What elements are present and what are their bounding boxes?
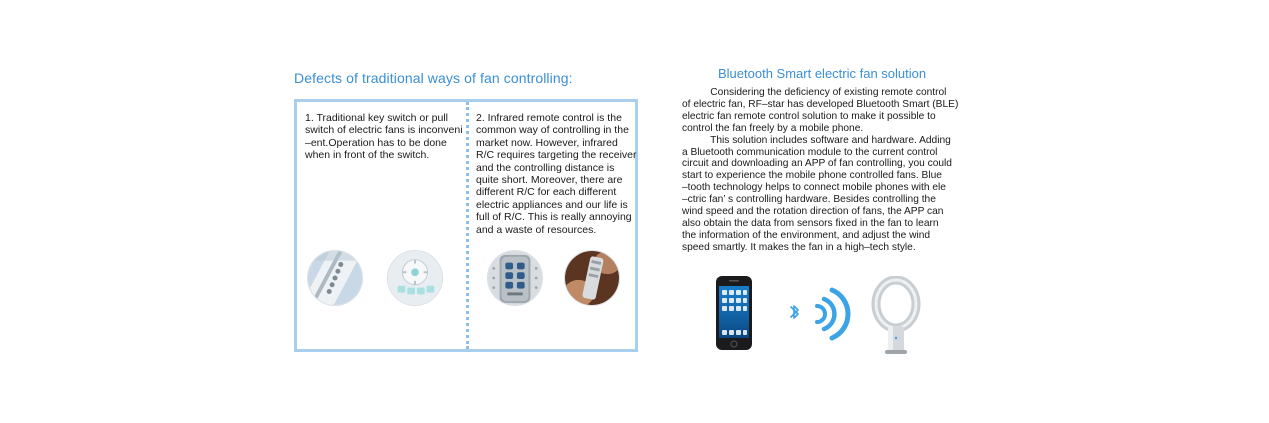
- wireless-signal-icon: [817, 290, 848, 338]
- text-line: and a waste of resources.: [476, 223, 597, 236]
- text-line: electric fan remote control solution to make it possible to: [682, 110, 936, 122]
- text-line: wind speed and the rotation direction of fans, the APP can: [682, 206, 944, 218]
- text-line: electric appliances and our life is: [476, 198, 628, 211]
- defects-box: [294, 99, 638, 352]
- text-line: common way of controlling in the: [476, 124, 629, 137]
- text-line: speed smartly. It makes the fan in a high–tech style.: [682, 241, 916, 253]
- button-panel-photo: [387, 250, 443, 306]
- ir-remote-photo: [487, 250, 543, 306]
- text-line: of electric fan, RF–star has developed Bluetooth Smart (BLE): [682, 98, 959, 110]
- bladeless-fan-icon: [876, 280, 916, 354]
- text-line: the information of the environment, and adjust the wind: [682, 229, 931, 241]
- text-line: different R/C for each different: [476, 186, 617, 199]
- text-line: Considering the deficiency of existing remote control: [682, 87, 947, 98]
- text-line: circuit and downloading an APP of fan controlling, you could: [682, 158, 952, 170]
- text-line: when in front of the switch.: [305, 149, 430, 162]
- dotted-divider: [466, 102, 469, 349]
- text-line: market now. However, infrared: [476, 136, 618, 149]
- text-line: full of R/C. This is really annoying: [476, 211, 632, 224]
- bluetooth-icon: [791, 306, 798, 318]
- text-line: 1. Traditional key switch or pull: [305, 112, 448, 124]
- text-line: R/C requires targeting the receiver: [476, 149, 637, 162]
- right-panel-title: Bluetooth Smart electric fan solution: [718, 66, 927, 81]
- text-line: This solution includes software and hardware. Adding: [682, 134, 951, 146]
- text-line: quite short. Moreover, there are: [476, 174, 623, 187]
- text-line: –tooth technology helps to connect mobile phones with ele: [682, 182, 946, 194]
- text-line: 2. Infrared remote control is the: [476, 112, 622, 124]
- smartphone-icon: [716, 276, 752, 350]
- text-line: a Bluetooth communication module to the current control: [682, 146, 938, 158]
- solution-description: [682, 87, 982, 254]
- defect-infrared-text: [476, 112, 636, 236]
- text-line: control the fan freely by a mobile phone.: [682, 122, 864, 134]
- text-line: –ctric fan’ s controlling hardware. Besides controlling the: [682, 194, 936, 206]
- text-line: start to experience the mobile phone controlled fans. Blue: [682, 170, 942, 182]
- text-line: and the controlling distance is: [476, 161, 615, 174]
- defect-key-switch-text: [305, 112, 463, 162]
- text-line: also obtain the data from sensors fixed in the fan to learn: [682, 217, 939, 229]
- wall-switch-photo: [307, 250, 363, 306]
- left-panel-title: Defects of traditional ways of fan controlling:: [294, 70, 573, 86]
- text-line: switch of electric fans is inconveni: [305, 124, 463, 137]
- text-line: –ent.Operation has to be done: [305, 136, 447, 149]
- phone-to-fan-illustration: [714, 276, 944, 356]
- handheld-remote-photo: [564, 250, 620, 306]
